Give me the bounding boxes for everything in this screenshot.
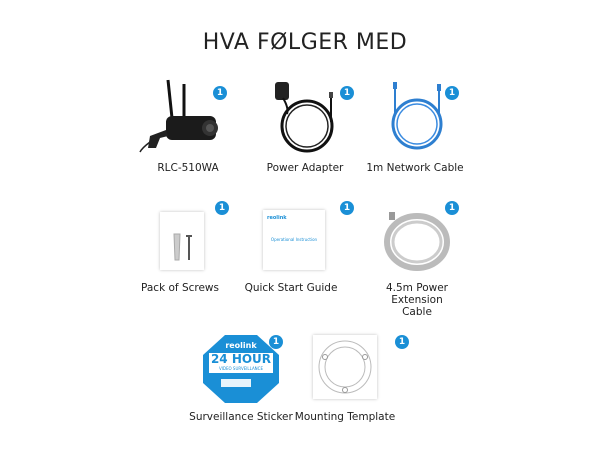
sticker-brand: reolink bbox=[225, 341, 257, 350]
quantity-badge: 1 bbox=[269, 335, 283, 349]
sticker-line1: 24 HOUR bbox=[210, 352, 272, 366]
quantity-badge: 1 bbox=[213, 86, 227, 100]
item-camera bbox=[123, 78, 253, 174]
quantity-badge: 1 bbox=[445, 201, 459, 215]
item-label: Mounting Template bbox=[294, 411, 396, 423]
guide-brand: reolink bbox=[267, 215, 287, 221]
quantity-badge: 1 bbox=[340, 201, 354, 215]
screws-icon bbox=[130, 204, 230, 274]
item-label: Quick Start Guide bbox=[244, 282, 338, 294]
item-label: Power Adapter bbox=[266, 162, 344, 174]
item-label: 4.5m Power Extension Cable bbox=[385, 282, 448, 318]
guide-heading: Operational Instruction bbox=[270, 237, 318, 242]
template-icon bbox=[295, 333, 395, 403]
item-label: 1m Network Cable bbox=[366, 162, 464, 174]
page-title: HVA FØLGER MED bbox=[202, 30, 408, 55]
item-mounting-template bbox=[280, 333, 410, 423]
quantity-badge: 1 bbox=[340, 86, 354, 100]
item-extension-cable bbox=[352, 204, 482, 318]
quantity-badge: 1 bbox=[445, 86, 459, 100]
item-quick-start-guide bbox=[226, 204, 356, 294]
item-label: RLC-510WA bbox=[157, 162, 219, 174]
guide-icon bbox=[241, 204, 341, 274]
quantity-badge: 1 bbox=[395, 335, 409, 349]
item-label: Surveillance Sticker bbox=[189, 411, 293, 423]
item-network-cable bbox=[350, 78, 480, 174]
quantity-badge: 1 bbox=[215, 201, 229, 215]
item-label: Pack of Screws bbox=[141, 282, 219, 294]
sticker-line2: VIDEO SURVEILLANCE bbox=[218, 366, 263, 371]
